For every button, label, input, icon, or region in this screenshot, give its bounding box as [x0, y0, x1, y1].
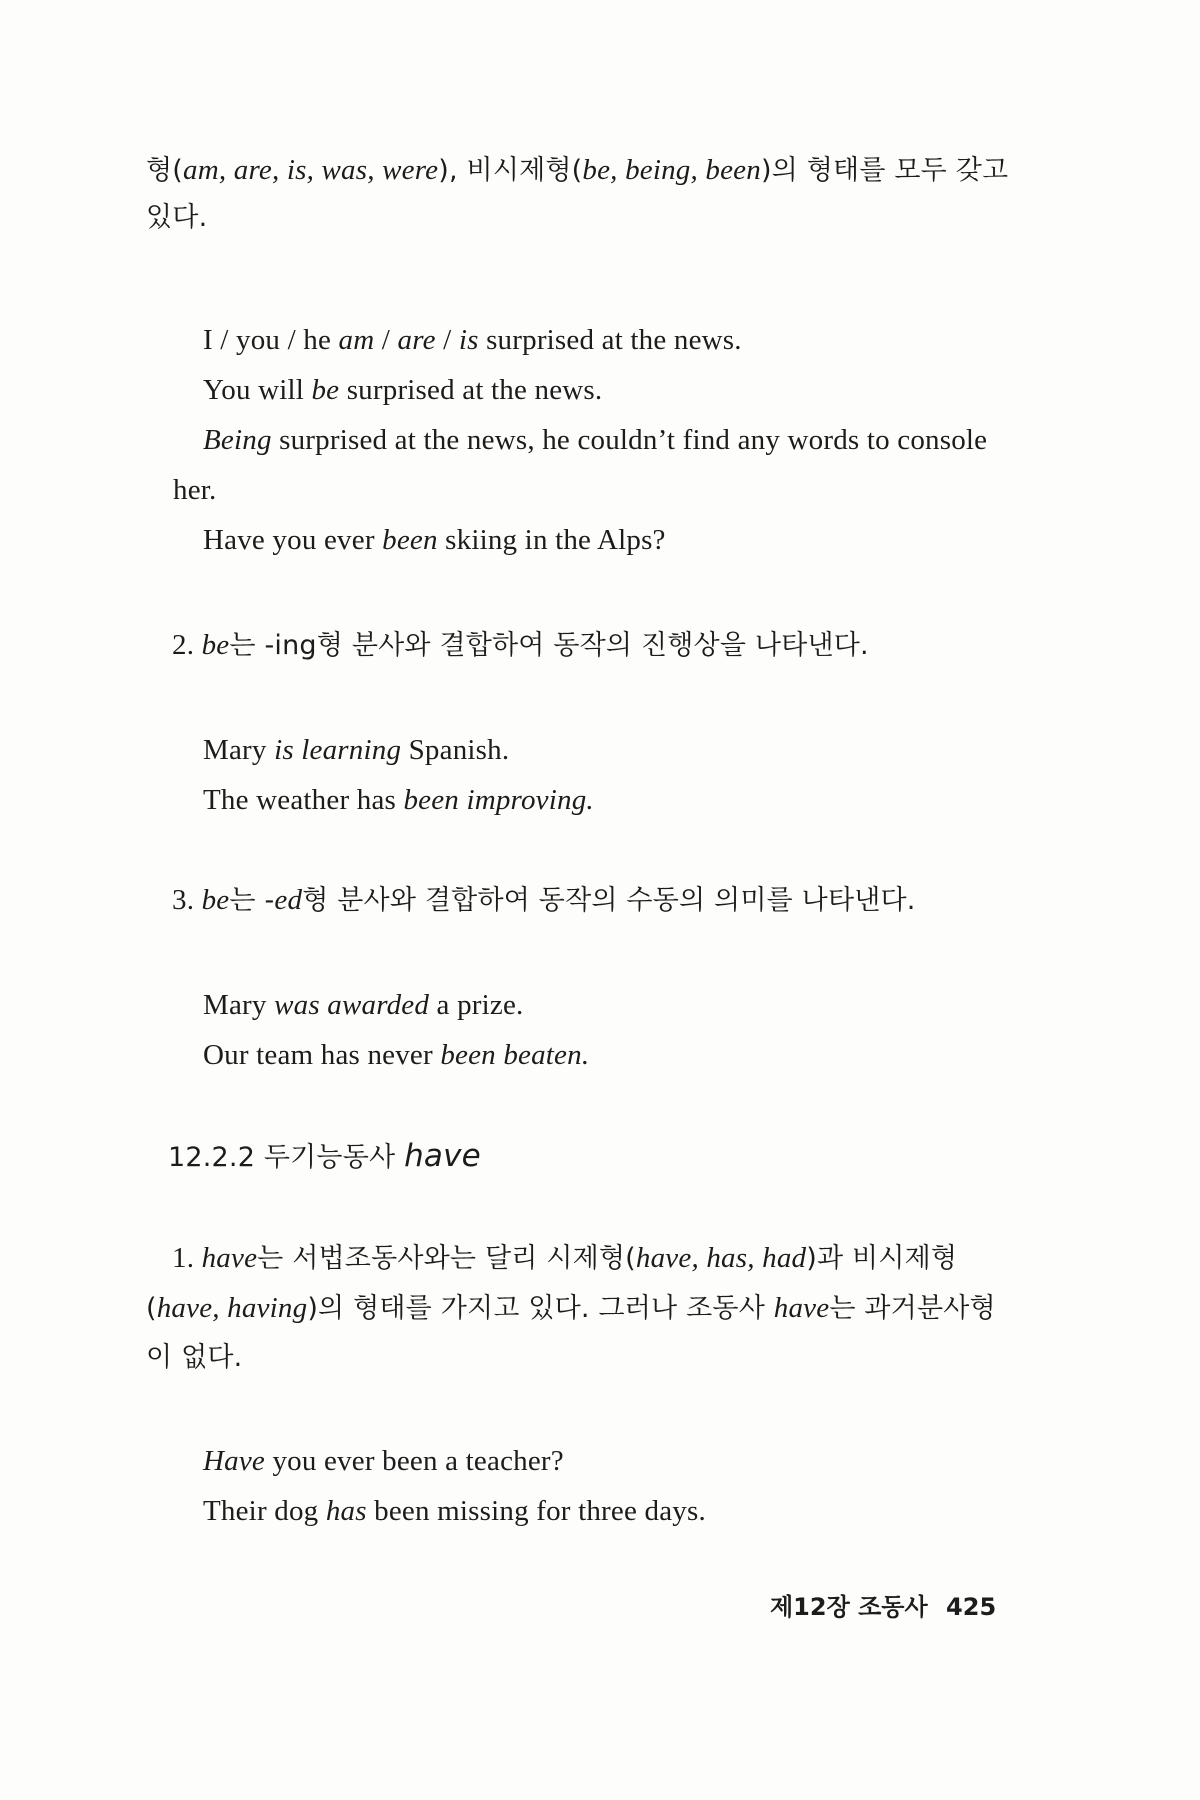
example-being — [203, 420, 987, 460]
example-be-forms — [203, 320, 742, 360]
example-have-teacher — [203, 1441, 564, 1481]
text-run: have — [201, 1242, 258, 1274]
example-being-continued: her. — [173, 474, 217, 506]
have-paragraph-line-2 — [146, 1288, 996, 1329]
page-footer — [770, 1592, 996, 1622]
text-run: You will — [203, 374, 312, 406]
text-run: I / you / he — [203, 324, 339, 356]
text-run: Have you ever — [203, 524, 383, 556]
text-run: been beaten. — [440, 1039, 590, 1071]
text-run: been — [382, 524, 438, 556]
text-run: are — [397, 324, 436, 356]
text-run: )과 비시제형 — [806, 1243, 958, 1274]
have-paragraph-line-3: 이 없다. — [146, 1342, 243, 1373]
text-run: am, are, is, was, were — [183, 154, 439, 186]
example-is-learning — [203, 730, 509, 770]
text-run: )의 형태를 가지고 있다. 그러나 조동사 — [307, 1293, 774, 1324]
subsection-title — [168, 1136, 481, 1178]
text-run: surprised at the news. — [478, 324, 742, 356]
text-run: have, having — [156, 1292, 308, 1324]
text-run: is learning — [274, 734, 402, 766]
text-run: surprised at the news, he couldn’t find any words to console — [271, 424, 988, 456]
text-run: be — [311, 374, 340, 406]
text-run: 는 -ing형 분사와 결합하여 동작의 진행상을 나타낸다. — [229, 630, 869, 661]
example-will-be — [203, 370, 602, 410]
chapter-title: 제12장 조동사 — [770, 1593, 928, 1621]
text-run: surprised at the news. — [339, 374, 603, 406]
text-run: 2. — [172, 629, 202, 661]
text-run: been improving. — [403, 784, 594, 816]
text-run: Mary — [203, 989, 275, 1021]
text-run: 형( — [146, 155, 184, 186]
section-2-heading — [172, 625, 869, 666]
text-run: be, being, been — [582, 154, 761, 186]
text-run: 형 분사와 결합하여 동작의 수동의 의미를 나타낸다. — [302, 885, 916, 916]
text-run: is — [458, 324, 479, 356]
text-run: be — [201, 629, 230, 661]
text-run: has — [325, 1495, 367, 1527]
intro-line-1 — [146, 150, 1008, 191]
text-run: 12.2.2 두기능동사 — [168, 1142, 405, 1173]
text-run: Mary — [203, 734, 275, 766]
text-run: you ever been a teacher? — [265, 1445, 564, 1477]
text-run: Their dog — [203, 1495, 326, 1527]
text-run: Have — [203, 1445, 265, 1477]
text-run: be — [201, 884, 230, 916]
have-paragraph-line-1 — [172, 1238, 957, 1279]
example-been-beaten — [203, 1035, 589, 1075]
text-run: a prize. — [429, 989, 524, 1021]
text-run: been missing for three days. — [366, 1495, 706, 1527]
text-run: / — [435, 324, 459, 356]
example-been-improving — [203, 780, 594, 820]
text-run: was awarded — [274, 989, 430, 1021]
intro-line-2: 있다. — [146, 202, 208, 233]
text-run: 는 - — [229, 885, 275, 916]
text-run: Our team has never — [203, 1039, 441, 1071]
text-run: ), 비시제형( — [438, 155, 583, 186]
example-was-awarded — [203, 985, 523, 1025]
example-has-been-missing — [203, 1491, 706, 1531]
text-run: / — [374, 324, 398, 356]
text-run: skiing in the Alps? — [437, 524, 666, 556]
text-run: have — [773, 1292, 830, 1324]
text-run: 1. — [172, 1242, 202, 1274]
section-3-heading — [172, 880, 916, 921]
page-number: 425 — [946, 1593, 997, 1621]
text-run: 3. — [172, 884, 202, 916]
text-run: Being — [203, 424, 272, 456]
text-run: The weather has — [203, 784, 404, 816]
text-run: 는 서법조동사와는 달리 시제형( — [257, 1243, 636, 1274]
text-run: Spanish. — [401, 734, 510, 766]
text-run: 는 과거분사형 — [829, 1293, 996, 1324]
example-been — [203, 520, 666, 560]
text-run: ( — [146, 1293, 157, 1324]
text-run: have, has, had — [635, 1242, 807, 1274]
text-run: have — [404, 1138, 481, 1174]
text-run: )의 형태를 모두 갖고 — [760, 155, 1009, 186]
text-run: ed — [274, 884, 303, 916]
text-run: am — [338, 324, 375, 356]
